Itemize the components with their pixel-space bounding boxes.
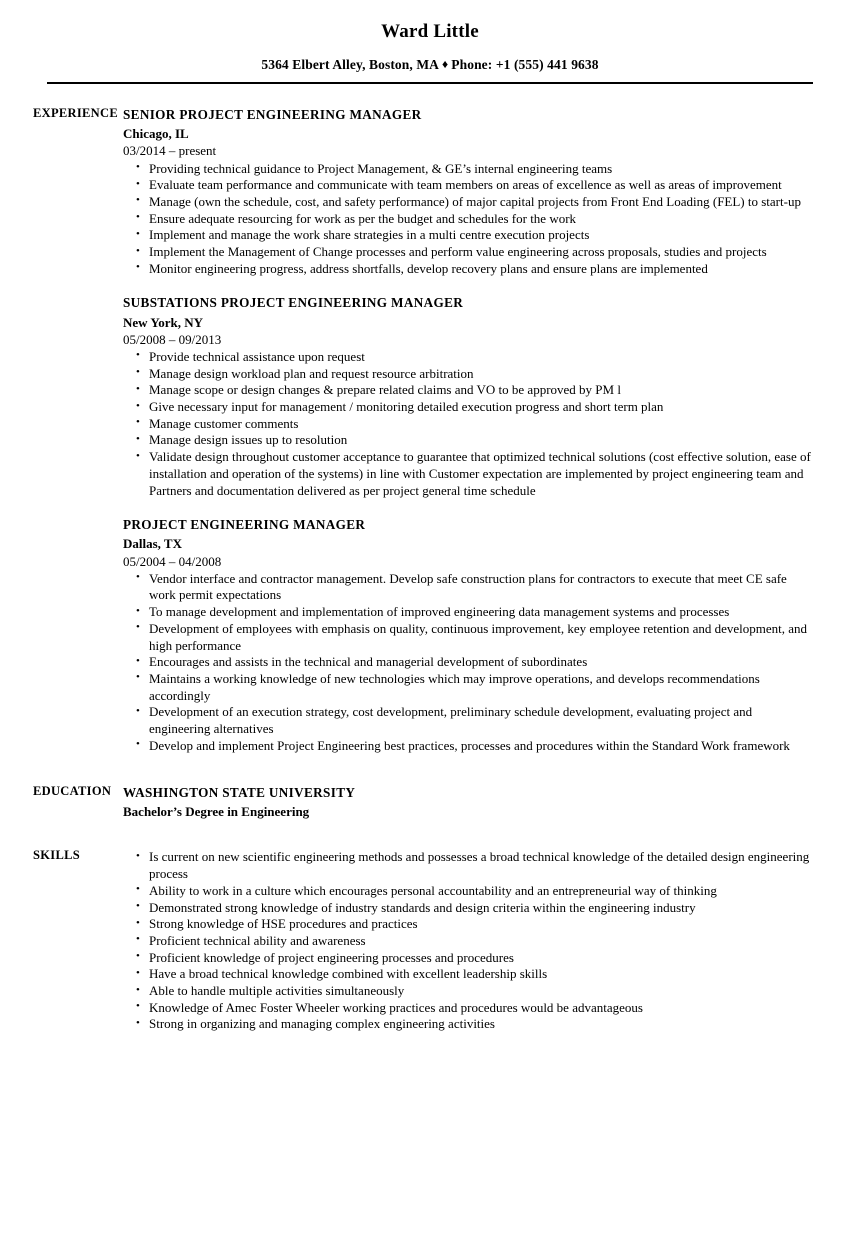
job-bullet: • To manage development and implementation of improved engineering data management systems and processes <box>123 604 813 621</box>
job-title: SUBSTATIONS PROJECT ENGINEERING MANAGER <box>123 295 464 311</box>
skill-bullet: • Proficient knowledge of project engineering processes and procedures <box>123 950 813 967</box>
skill-bullet: • Strong knowledge of HSE procedures and practices <box>123 916 813 933</box>
section-label-education: EDUCATION <box>33 784 112 799</box>
job-location: Chicago, IL <box>123 126 189 142</box>
section-label-skills: SKILLS <box>33 848 80 863</box>
job-bullet: • Vendor interface and contractor management. Develop safe construction plans for contractors to execute that meet CE safe work permit expectations <box>123 571 813 604</box>
job-bullet-list <box>123 571 813 755</box>
experience-section <box>0 106 860 754</box>
job-dates: 03/2014 – present <box>123 143 217 159</box>
job-bullet: • Ensure adequate resourcing for work as per the budget and schedules for the work <box>123 211 813 228</box>
skill-bullet: • Ability to work in a culture which encourages personal accountability and an entrepreneurial way of thinking <box>123 883 813 900</box>
job-bullet: • Manage design workload plan and request resource arbitration <box>123 366 813 383</box>
job-entry <box>123 294 813 499</box>
job-bullet: • Manage design issues up to resolution <box>123 432 813 449</box>
contact-address: 5364 Elbert Alley, Boston, MA <box>261 56 440 72</box>
experience-entries <box>123 106 860 754</box>
job-bullet: • Encourages and assists in the technical and managerial development of subordinates <box>123 654 813 671</box>
education-entries <box>123 784 860 820</box>
job-bullet-list <box>123 349 813 499</box>
skills-entries <box>123 848 860 1033</box>
contact-phone: Phone: +1 (555) 441 9638 <box>451 56 599 72</box>
job-bullet: • Maintains a working knowledge of new technologies which may improve operations, and develops recommendations accordingly <box>123 671 813 704</box>
education-school: WASHINGTON STATE UNIVERSITY <box>123 785 356 801</box>
job-bullet: • Validate design throughout customer acceptance to guarantee that optimized technical solutions (cost effective solution, ease of installation and operation of the systems) in line with Customer expectation are implemented by project engineering team and Partners and documentation delivered as per project general time schedule <box>123 449 813 499</box>
education-entry <box>123 784 813 820</box>
skill-bullet: • Proficient technical ability and awareness <box>123 933 813 950</box>
skills-section <box>0 848 860 1033</box>
job-bullet: • Manage scope or design changes & prepare related claims and VO to be approved by PM l <box>123 382 813 399</box>
candidate-name: Ward Little <box>381 21 479 42</box>
skill-bullet: • Have a broad technical knowledge combined with excellent leadership skills <box>123 966 813 983</box>
job-dates: 05/2004 – 04/2008 <box>123 553 222 569</box>
skill-bullet: • Is current on new scientific engineering methods and possesses a broad technical knowledge of the detailed design engineering process <box>123 849 813 882</box>
job-entry <box>123 106 813 277</box>
job-bullet: • Manage (own the schedule, cost, and safety performance) of major capital projects from Front End Loading (FEL) to start-up <box>123 194 813 211</box>
job-bullet: • Give necessary input for management / monitoring detailed execution progress and short term plan <box>123 399 813 416</box>
job-bullet: • Implement the Management of Change processes and perform value engineering across proposals, studies and projects <box>123 244 813 261</box>
skills-bullet-list <box>123 849 813 1033</box>
skill-bullet: • Able to handle multiple activities simultaneously <box>123 983 813 1000</box>
job-entry <box>123 516 813 754</box>
job-bullet: • Development of employees with emphasis on quality, continuous improvement, key employee retention and development, and high performance <box>123 621 813 654</box>
job-bullet: • Monitor engineering progress, address shortfalls, develop recovery plans and ensure plans are implemented <box>123 261 813 278</box>
header-divider <box>47 82 813 84</box>
job-bullet: • Implement and manage the work share strategies in a multi centre execution projects <box>123 227 813 244</box>
skill-bullet: • Strong in organizing and managing complex engineering activities <box>123 1016 813 1033</box>
job-bullet: • Providing technical guidance to Project Management, & GE’s internal engineering teams <box>123 161 813 178</box>
job-bullet: • Develop and implement Project Engineering best practices, processes and procedures within the Standard Work framework <box>123 738 813 755</box>
section-label-experience: EXPERIENCE <box>33 106 118 121</box>
job-bullet: • Manage customer comments <box>123 416 813 433</box>
resume-header <box>0 0 860 84</box>
job-bullet: • Development of an execution strategy, cost development, preliminary schedule development, evaluating project and engineering alternatives <box>123 704 813 737</box>
education-degree: Bachelor’s Degree in Engineering <box>123 803 310 819</box>
job-bullet-list <box>123 161 813 278</box>
job-location: Dallas, TX <box>123 536 182 552</box>
job-title: PROJECT ENGINEERING MANAGER <box>123 517 366 533</box>
diamond-separator-icon: ♦ <box>442 56 449 71</box>
job-bullet: • Evaluate team performance and communicate with team members on areas of excellence as well as areas of improvement <box>123 177 813 194</box>
job-location: New York, NY <box>123 314 204 330</box>
skill-bullet: • Demonstrated strong knowledge of industry standards and design criteria within the engineering industry <box>123 900 813 917</box>
job-title: SENIOR PROJECT ENGINEERING MANAGER <box>123 107 422 123</box>
skill-bullet: • Knowledge of Amec Foster Wheeler working practices and procedures would be advantageous <box>123 1000 813 1017</box>
job-dates: 05/2008 – 09/2013 <box>123 331 222 347</box>
education-section <box>0 784 860 820</box>
contact-line <box>0 57 860 73</box>
job-bullet: • Provide technical assistance upon request <box>123 349 813 366</box>
